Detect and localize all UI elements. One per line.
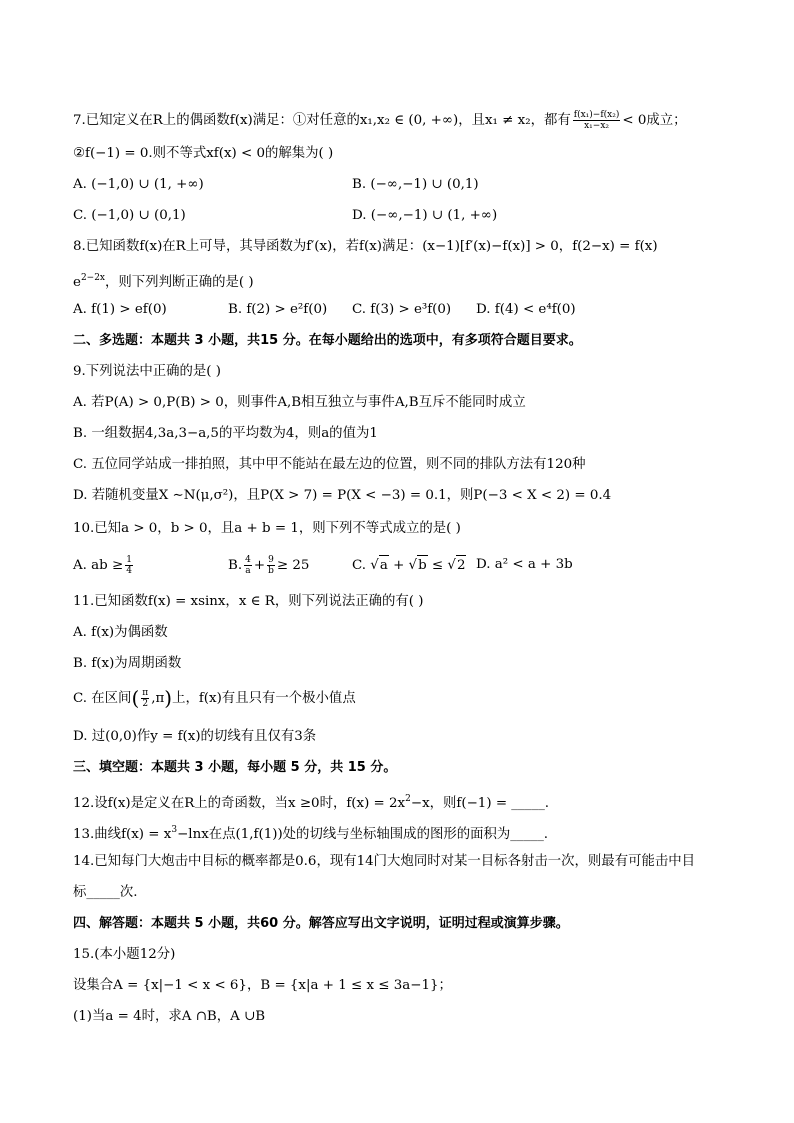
q10-option-b: B. $\frac{4}{a}$ + $\frac{9}{b}$ ≥ 25 [228,555,310,576]
q11-option-d: D. 过(0,0)作y = f(x)的切线有且仅有3条 [73,729,317,744]
q15-part-1: (1)当a = 4时，求A ∩B，A ∪B [73,1009,266,1024]
q15-stem: 设集合A = {x|−1 < x < 6}，B = {x|a + 1 ≤ x ≤ 3a−1}； [73,978,452,993]
q11-option-a: A. f(x)为偶函数 [73,625,168,640]
question-14: 14.已知每门大炮击中目标的概率都是0.6，现有14门大炮同时对某一目标各射击一次，则最有可能击中目 [73,854,696,869]
q8-stem-line2: $e^{2-2x}$，则下列判断正确的是( ) [73,273,254,290]
q7-fraction-denominator: x₁−x₂ [584,121,610,131]
q7-stem-part1: 7.已知定义在R上的偶函数f(x)满足：①对任意的x₁,x₂ ∈ (0, +∞)，且x₁ ≠ x₂，都有 [73,113,571,128]
question-13: 13.曲线$f(x) = x^3-\ln x$在点(1,f(1))处的切线与坐标轴围成的图形的面积为_____. [73,825,549,842]
q11-option-b: B. f(x)为周期函数 [73,656,182,671]
q7-option-a: A. (−1,0) ∪ (1, +∞) [73,177,204,192]
q7-fraction [573,110,621,131]
q7-stem-part2: < 0成立； [622,113,687,128]
question-11: 11.已知函数f(x) = xsinx，x ∈ R，则下列说法正确的有( ) [73,594,424,609]
q7-option-b: B. (−∞,−1) ∪ (0,1) [352,177,479,192]
question-10: 10.已知a > 0，b > 0，且a + b = 1，则下列不等式成立的是( ) [73,521,461,536]
question-7 [73,110,687,131]
q8-option-c: C. f(3) > e³f(0) [352,302,452,317]
section-3-heading: 三、填空题：本题共 3 小题，每小题 5 分，共 15 分。 [73,760,397,775]
section-2-heading: 二、多选题：本题共 3 小题，共15 分。在每小题给出的选项中，有多项符合题目要求。 [73,333,582,348]
q8-option-a: A. f(1) > ef(0) [73,302,167,317]
q8-exponent: 2−2x [80,273,106,283]
q9-option-c: C. 五位同学站成一排拍照，其中甲不能站在最左边的位置，则不同的排队方法有120种 [73,457,586,472]
q11-option-c: C. 在区间( $\frac{\pi}{2}$ ,π)上，f(x)有且只有一个极小值点 [73,686,356,710]
q7-fraction-numerator: f(x₁)−f(x₂) [573,110,620,120]
q9-option-a: A. 若P(A) > 0,P(B) > 0，则事件A,B相互独立与事件A,B互斥不能同时成立 [73,395,526,410]
q8-option-d: D. f(4) < e⁴f(0) [476,302,576,317]
q10-option-a: A. ab ≥ $\frac{1}{4}$ [73,555,132,576]
q14-line2: 标_____次. [73,885,138,900]
question-8: 8.已知函数f(x)在R上可导，其导函数为f′(x)，若f(x)满足：(x−1)[f′(x)−f(x)] > 0，f(2−x) = f(x) [73,239,658,254]
q7-option-d: D. (−∞,−1) ∪ (1, +∞) [352,208,498,223]
q8-option-b: B. f(2) > e²f(0) [228,302,328,317]
q9-option-b: B. 一组数据4,3a,3−a,5的平均数为4，则a的值为1 [73,426,378,441]
q7-option-c: C. (−1,0) ∪ (0,1) [73,208,186,223]
q9-option-d: D. 若随机变量X ∼N(μ,σ²)，且P(X > 7) = P(X < −3) = 0.1，则P(−3 < X < 2) = 0.4 [73,488,612,503]
question-15-header: 15.(本小题12分) [73,947,176,962]
question-12: 12.设f(x)是定义在R上的奇函数，当x ≥0时，$f(x) = 2x^2-x$，则f(−1) = _____. [73,794,550,811]
q7-condition2: ②f(−1) = 0.则不等式xf(x) < 0的解集为( ) [73,146,334,161]
q10-option-c: C. √a + √b ≤ √2 [352,555,466,576]
q10-option-d: D. a² < a + 3b [476,557,573,572]
q8-stem-line2-text: ，则下列判断正确的是( ) [105,275,254,290]
section-4-heading: 四、解答题：本题共 5 小题，共60 分。解答应写出文字说明，证明过程或演算步骤。 [73,916,569,931]
question-9: 9.下列说法中正确的是( ) [73,364,221,379]
